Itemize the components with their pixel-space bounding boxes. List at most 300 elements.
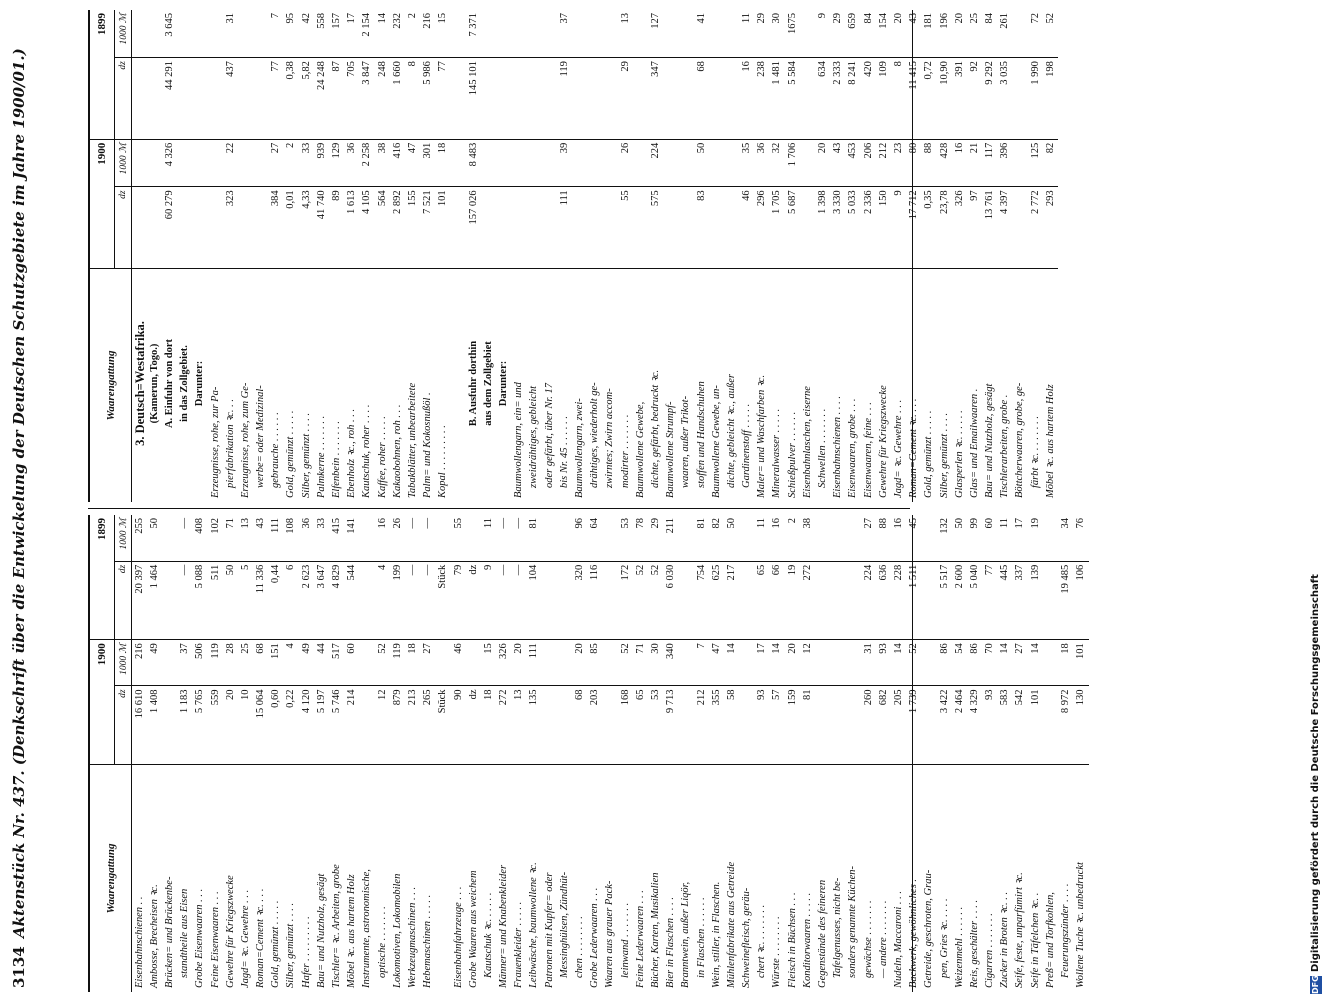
goods-name-cell: sonders genannte Küchen- [846,764,861,992]
table-row [724,10,739,502]
value-1899-value-cell: 96 [572,515,587,561]
value-1900-value-cell: 35 [740,139,755,187]
table-row [709,515,724,992]
value-1899-dz-cell: 0,72 [922,58,937,140]
goods-name-cell: bis Nr. 45 . . . . . . [557,268,572,502]
value-1900-dz-cell: 265 [421,686,436,765]
value-1899-dz-cell [740,561,755,640]
goods-name-cell: Hafer . . . . . . . . . [299,764,314,992]
value-1899-dz-cell [193,58,208,140]
value-1900-value-cell: 216 [132,640,148,686]
table-row [831,515,846,992]
value-1900-dz-cell [238,187,253,269]
value-1900-dz-cell [846,686,861,765]
value-1899-value-cell: 7 [269,10,284,58]
value-1900-value-cell: 46 [451,640,466,686]
value-1899-dz-cell: 5 517 [937,561,952,640]
value-1900-dz-cell [603,686,618,765]
value-1900-dz-cell [147,187,162,269]
table-row [254,10,269,502]
value-1900-dz-cell: 0,01 [284,187,299,269]
value-1899-value-cell: 29 [648,515,663,561]
table-row [193,515,208,992]
value-1899-dz-cell: 119 [557,58,572,140]
value-1900-dz-cell [572,187,587,269]
table-row [405,10,420,502]
table-row [1028,10,1043,502]
value-1899-dz-cell: 6 030 [664,561,679,640]
value-1900-value-cell [800,139,815,187]
value-1899-value-cell: 13 [238,515,253,561]
goods-name-cell: aus dem Zollgebiet [481,268,496,502]
value-1899-dz-cell: 50 [223,561,238,640]
value-1899-value-cell: 84 [983,10,998,58]
goods-name-cell: Silber, gemünzt . . . . [284,764,299,992]
value-1900-dz-cell: 46 [740,187,755,269]
value-1899-value-cell: 20 [952,10,967,58]
value-1899-value-cell: 45 [907,515,922,561]
table-row [1074,515,1089,992]
value-1899-dz-cell [603,58,618,140]
table-row [998,515,1013,992]
page-number: 3134 [10,946,28,988]
value-1899-dz-cell: 705 [345,58,360,140]
goods-name-cell: waaren, außer Trikot- [679,268,694,502]
value-1900-value-cell: 18 [436,139,451,187]
value-1900-dz-cell [815,686,830,765]
value-1900-dz-cell: 93 [983,686,998,765]
value-1900-dz-cell: dz [466,686,481,765]
value-1900-value-cell: 111 [527,640,542,686]
table-row [891,10,906,502]
value-1899-value-cell [466,515,481,561]
right-table-body [132,10,1059,502]
goods-name-cell: Möbel ꝛc. aus hartem Holz [1043,268,1058,502]
value-1900-value-cell [238,139,253,187]
value-1899-value-cell: 16 [891,515,906,561]
value-1899-dz-cell [238,58,253,140]
value-1899-value-cell: 53 [618,515,633,561]
value-1900-value-cell: 4 326 [162,139,177,187]
value-1900-dz-cell: 575 [648,187,663,269]
value-1900-value-cell: 88 [922,139,937,187]
table-row [345,515,360,992]
value-1899-value-cell [800,10,815,58]
value-1900-dz-cell [1043,686,1058,765]
value-1900-value-cell: 43 [831,139,846,187]
right-table-panel [88,10,1056,502]
value-1899-value-cell: 50 [952,515,967,561]
value-1899-dz-cell: 437 [223,58,238,140]
value-1899-dz-cell: 0,38 [284,58,299,140]
value-1900-dz-cell: 13 761 [983,187,998,269]
value-1900-value-cell: 86 [967,640,982,686]
table-row [557,515,572,992]
value-1900-value-cell: 15 [481,640,496,686]
value-1899-value-cell [162,515,177,561]
value-1899-value-cell: 37 [557,10,572,58]
goods-name-cell: Tabakblätter, unbearbeitete [405,268,420,502]
value-1899-dz-cell: 29 [618,58,633,140]
year-1899-header: 1899 [90,515,115,640]
unit-value-header: 1000 ℳ [115,515,132,561]
value-1899-value-cell: 30 [770,10,785,58]
goods-name-cell: Darunter: [497,268,512,502]
value-1900-value-cell: 68 [254,640,269,686]
value-1900-dz-cell: 1 398 [815,187,830,269]
goods-name-cell: Kakaobohnen, roh . . . [390,268,405,502]
value-1900-dz-cell: 1 705 [770,187,785,269]
value-1900-dz-cell: Stück [436,686,451,765]
goods-name-cell: Bücher, Karten, Musikalien [648,764,663,992]
value-1899-value-cell: 659 [846,10,861,58]
goods-name-cell: Leibwäsche, baumwollene ꝛc. [527,764,542,992]
value-1899-value-cell: 50 [724,515,739,561]
value-1900-value-cell: 14 [1028,640,1043,686]
table-row [345,10,360,502]
value-1899-value-cell: 232 [390,10,405,58]
goods-name-cell: Eisenbahnlaschen, eiserne [800,268,815,502]
value-1899-dz-cell: 347 [648,58,663,140]
value-1900-value-cell: 517 [329,640,344,686]
goods-name-cell: — andere . . . . . . . [876,764,891,992]
value-1899-dz-cell: — [421,561,436,640]
value-1899-value-cell: 84 [861,10,876,58]
table-row [967,10,982,502]
goods-name-cell: Seife, feste, unparfümirt ꝛc. [1013,764,1028,992]
value-1900-value-cell: 26 [618,139,633,187]
goods-name-cell: dichte, gefärbt, bedruckt ꝛc. [648,268,663,502]
value-1899-value-cell: 88 [876,515,891,561]
value-1899-dz-cell [360,561,375,640]
value-1900-dz-cell [633,187,648,269]
unit-value-header: 1000 ℳ [115,640,132,686]
goods-name-cell: Cigarren . . . . . . . [983,764,998,992]
value-1899-dz-cell: 11 415 [907,58,922,140]
value-1899-value-cell: — [178,515,193,561]
value-1900-dz-cell: 293 [1043,187,1058,269]
value-1900-value-cell: 50 [694,139,709,187]
value-1900-value-cell: 49 [147,640,162,686]
value-1899-dz-cell [208,58,223,140]
goods-name-cell: Ambosse, Brecheisen ꝛc. [147,764,162,992]
goods-name-cell: Baumwollene Gewebe, [633,268,648,502]
value-1899-value-cell [679,515,694,561]
value-1899-value-cell: 2 [405,10,420,58]
goods-name-cell: Grobe Waaren aus weichem [466,764,481,992]
value-1900-dz-cell: 10 [238,686,253,765]
value-1900-dz-cell: 355 [709,686,724,765]
goods-name-cell: Gold, gemünzt . . . . . [269,764,284,992]
value-1900-dz-cell: 542 [1013,686,1028,765]
value-1900-dz-cell [542,187,557,269]
value-1900-dz-cell: 4 105 [360,187,375,269]
unit-dz-header: dz [115,561,132,640]
value-1899-dz-cell: dz [466,561,481,640]
value-1900-value-cell: 2 258 [360,139,375,187]
goods-name-cell: Gewehre für Kriegszwecke [223,764,238,992]
value-1899-value-cell [633,10,648,58]
table-row [557,10,572,502]
value-1900-dz-cell [831,686,846,765]
value-1899-dz-cell: 68 [694,58,709,140]
value-1900-dz-cell [254,187,269,269]
value-1900-value-cell: 44 [314,640,329,686]
value-1899-dz-cell: 248 [375,58,390,140]
value-1899-dz-cell: 24 248 [314,58,329,140]
goods-name-cell: Darunter: [193,268,208,502]
value-1900-value-cell: 117 [983,139,998,187]
table-row [937,10,952,502]
goods-name-cell: Roman=Cement ꝛc. . . . [254,764,269,992]
value-1900-value-cell [633,139,648,187]
value-1899-value-cell: 408 [193,515,208,561]
value-1899-value-cell [679,10,694,58]
value-1900-dz-cell: 168 [618,686,633,765]
value-1900-value-cell: 27 [1013,640,1028,686]
value-1900-dz-cell [679,686,694,765]
table-row [269,10,284,502]
value-1899-value-cell [846,515,861,561]
value-1900-value-cell: 38 [375,139,390,187]
value-1899-dz-cell: 544 [345,561,360,640]
value-1899-value-cell: 43 [254,515,269,561]
goods-name-cell: Tafelgenusses, nicht be- [831,764,846,992]
value-1900-dz-cell: 296 [755,187,770,269]
value-1899-dz-cell: 20 397 [132,561,148,640]
value-1899-dz-cell: 4 [375,561,390,640]
value-1900-dz-cell: 203 [588,686,603,765]
value-1899-value-cell: 82 [709,515,724,561]
value-1900-value-cell: 28 [223,640,238,686]
value-1899-dz-cell: 109 [876,58,891,140]
value-1899-dz-cell: 8 [891,58,906,140]
goods-name-cell: Eisenwaaren, feine . . . [861,268,876,502]
value-1899-value-cell [724,10,739,58]
goods-name-cell: zwirntes; Zwirn accom- [603,268,618,502]
value-1900-dz-cell: 0,60 [269,686,284,765]
value-1900-value-cell [481,139,496,187]
table-row [405,515,420,992]
value-1900-dz-cell [588,187,603,269]
table-row [208,10,223,502]
value-1900-dz-cell [709,187,724,269]
left-goods-table [90,515,1089,992]
value-1900-dz-cell [132,187,148,269]
value-1900-value-cell: 4 [284,640,299,686]
value-1899-dz-cell: 92 [967,58,982,140]
goods-name-cell: Silber, gemünzt . . . . [299,268,314,502]
value-1900-dz-cell: 20 [223,686,238,765]
value-1899-value-cell: 43 [907,10,922,58]
value-1899-dz-cell [603,561,618,640]
page-header [6,12,32,988]
value-1899-value-cell: — [421,515,436,561]
value-1899-dz-cell: 139 [1028,561,1043,640]
value-1900-dz-cell: 1 739 [907,686,922,765]
value-1900-value-cell [527,139,542,187]
value-1899-dz-cell: 238 [755,58,770,140]
value-1900-dz-cell [193,187,208,269]
value-1899-dz-cell: 5 040 [967,561,982,640]
value-1900-value-cell: 47 [709,640,724,686]
table-row [1043,10,1058,502]
value-1899-dz-cell: 0,44 [269,561,284,640]
value-1900-value-cell: 396 [998,139,1013,187]
digitization-note: Digitalisierung gefördert durch die Deutsche Forschungsgemeinschaft [1310,574,1321,972]
value-1900-value-cell: 340 [664,640,679,686]
value-1899-value-cell [588,10,603,58]
value-1900-dz-cell: 323 [223,187,238,269]
unit-dz-header: dz [115,686,132,765]
table-row [132,10,148,502]
table-row [907,515,922,992]
goods-name-cell: Eisenbahnschienen . . [132,764,148,992]
value-1899-value-cell [512,10,527,58]
value-1900-value-cell: 206 [861,139,876,187]
value-1900-dz-cell: 135 [527,686,542,765]
goods-name-cell: Schießpulver . . . . . . [785,268,800,502]
goods-name-cell: Werkzeugmaschinen . . . [405,764,420,992]
value-1900-value-cell: 49 [299,640,314,686]
goods-name-cell: Mineralwasser . . . . . [770,268,785,502]
value-1900-value-cell: 301 [421,139,436,187]
table-row [588,515,603,992]
value-1899-dz-cell [497,58,512,140]
goods-name-cell: Bier in Flaschen . . . . [664,764,679,992]
value-1899-dz-cell: 5,82 [299,58,314,140]
value-1899-dz-cell [679,561,694,640]
value-1899-dz-cell: 2 333 [831,58,846,140]
goods-name-cell: werbe= oder Medizinal- [254,268,269,502]
table-row [238,515,253,992]
value-1900-value-cell: 85 [588,640,603,686]
value-1900-value-cell: 52 [375,640,390,686]
value-1900-dz-cell: 8 972 [1058,686,1073,765]
value-1900-value-cell: 14 [770,640,785,686]
table-row [542,515,557,992]
left-table-body [132,515,1089,992]
value-1899-value-cell: — [512,515,527,561]
table-row [800,515,815,992]
page-title: Aktenstück Nr. 437. (Denkschrift über die Entwickelung der Deutschen Schutzgebiete im Jahre 1900/01.) [10,48,28,938]
goods-name-cell: Baumwollene Strumpf- [664,268,679,502]
table-row [891,515,906,992]
value-1899-dz-cell [664,58,679,140]
value-1900-dz-cell: 212 [694,686,709,765]
value-1899-value-cell: 102 [208,515,223,561]
goods-name-cell: modirter . . . . . . . [618,268,633,502]
value-1900-dz-cell: 1 613 [345,187,360,269]
value-1900-dz-cell [512,187,527,269]
goods-name-cell: Kaffee, roher . . . . . [375,268,390,502]
goods-name-cell: Grobe Lederwaaren . . . [588,764,603,992]
value-1899-dz-cell: 77 [436,58,451,140]
table-row [967,515,982,992]
value-1900-value-cell: 18 [1058,640,1073,686]
value-1900-dz-cell [497,187,512,269]
table-row [223,10,238,502]
value-1899-dz-cell: 5 986 [421,58,436,140]
goods-name-cell: Gardinenstoff . . . . . [740,268,755,502]
value-1900-dz-cell [800,187,815,269]
value-1899-dz-cell: 172 [618,561,633,640]
value-1899-dz-cell: 228 [891,561,906,640]
value-1900-value-cell: 453 [846,139,861,187]
goods-name-cell: Baumwollengarn, ein= und [512,268,527,502]
value-1899-dz-cell [451,58,466,140]
table-row [740,10,755,502]
value-1900-dz-cell: 214 [345,686,360,765]
value-1900-value-cell [724,139,739,187]
goods-name-cell: Hebemaschinen . . . . . [421,764,436,992]
table-row [952,515,967,992]
value-1900-dz-cell: 205 [891,686,906,765]
goods-name-cell: chen . . . . . . . . [572,764,587,992]
value-1900-value-cell: 212 [876,139,891,187]
value-1899-value-cell [831,515,846,561]
value-1900-value-cell [542,139,557,187]
goods-name-cell: Würste . . . . . . . . [770,764,785,992]
value-1900-dz-cell [360,686,375,765]
value-1899-value-cell: 2 154 [360,10,375,58]
value-1899-dz-cell: — [497,561,512,640]
value-1899-dz-cell: 87 [329,58,344,140]
goods-name-cell: Branntwein, außer Liqör, [679,764,694,992]
value-1900-value-cell: 54 [952,640,967,686]
value-1900-dz-cell: 101 [1028,686,1043,765]
value-1900-value-cell: 2 [284,139,299,187]
value-1899-dz-cell: 116 [588,561,603,640]
value-1900-dz-cell: 15 064 [254,686,269,765]
value-1899-value-cell: 38 [800,515,815,561]
value-1900-dz-cell [1013,187,1028,269]
table-row [998,10,1013,502]
value-1900-dz-cell: 89 [329,187,344,269]
value-1899-dz-cell [1043,561,1058,640]
value-1899-dz-cell: 3 647 [314,561,329,640]
table-row [633,515,648,992]
table-row [983,10,998,502]
unit-value-header: 1000 ℳ [115,10,132,58]
value-1899-dz-cell: 1 660 [390,58,405,140]
value-1899-dz-cell: 634 [815,58,830,140]
table-row [223,515,238,992]
value-1899-dz-cell [800,58,815,140]
value-1899-dz-cell: 52 [633,561,648,640]
table-row [542,10,557,502]
value-1899-dz-cell: 217 [724,561,739,640]
value-1900-dz-cell: 1 183 [178,686,193,765]
value-1899-dz-cell [633,58,648,140]
table-row [664,515,679,992]
goods-name-cell: pierfabrikation ꝛc. . . [223,268,238,502]
goods-name-cell: A. Einfuhr von dort [162,268,177,502]
table-row [572,515,587,992]
goods-name-cell: leinwand . . . . . . . [618,764,633,992]
value-1900-dz-cell: 150 [876,187,891,269]
value-1899-dz-cell [724,58,739,140]
goods-name-cell: Ebenholz ꝛc., roh . . . [345,268,360,502]
goods-name-cell: Seife in Täfelchen ꝛc. . [1028,764,1043,992]
table-row [1043,515,1058,992]
table-row [481,515,496,992]
value-1900-value-cell: 30 [648,640,663,686]
value-1899-value-cell: 64 [588,515,603,561]
table-row [603,10,618,502]
value-1900-value-cell: 20 [815,139,830,187]
value-1899-value-cell [815,515,830,561]
